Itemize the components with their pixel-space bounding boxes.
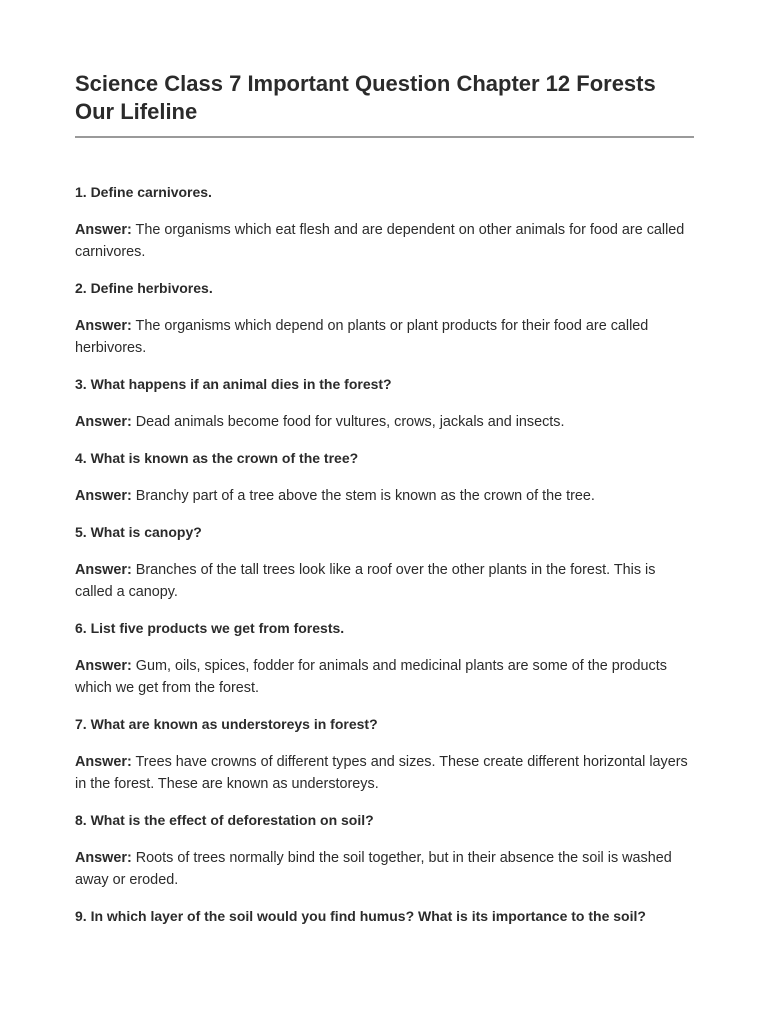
answer-body: Roots of trees normally bind the soil together, but in their absence the soil is washed away or eroded. bbox=[75, 850, 672, 888]
qa-item bbox=[75, 810, 694, 891]
answer-text bbox=[75, 847, 695, 891]
answer-text bbox=[75, 559, 695, 603]
question-text: 2. Define herbivores. bbox=[75, 280, 213, 296]
answer-label: Answer: bbox=[75, 754, 132, 770]
question-text: 3. What happens if an animal dies in the forest? bbox=[75, 376, 392, 392]
question-text: 8. What is the effect of deforestation on soil? bbox=[75, 812, 374, 828]
qa-item bbox=[75, 906, 694, 926]
answer-text bbox=[75, 411, 695, 433]
qa-item bbox=[75, 714, 694, 795]
answer-label: Answer: bbox=[75, 222, 132, 238]
page-title: Science Class 7 Important Question Chapter 12 Forests Our Lifeline bbox=[75, 71, 656, 124]
answer-body: Dead animals become food for vultures, crows, jackals and insects. bbox=[135, 414, 565, 430]
answer-body: The organisms which eat flesh and are dependent on other animals for food are called carnivores. bbox=[75, 222, 685, 260]
qa-item bbox=[75, 448, 694, 507]
answer-label: Answer: bbox=[75, 850, 132, 866]
answer-label: Answer: bbox=[75, 562, 132, 578]
question-text: 4. What is known as the crown of the tree? bbox=[75, 450, 359, 466]
question-text: 1. Define carnivores. bbox=[75, 184, 212, 200]
answer-label: Answer: bbox=[75, 318, 132, 334]
answer-text bbox=[75, 485, 695, 507]
question-text: 9. In which layer of the soil would you find humus? What is its importance to the soil? bbox=[75, 908, 646, 924]
answer-text bbox=[75, 655, 695, 699]
answer-text bbox=[75, 219, 695, 263]
qa-item bbox=[75, 522, 694, 603]
qa-item bbox=[75, 618, 694, 699]
qa-list bbox=[75, 182, 694, 926]
question-text: 5. What is canopy? bbox=[75, 524, 202, 540]
answer-body: Branchy part of a tree above the stem is known as the crown of the tree. bbox=[135, 488, 595, 504]
answer-body: Branches of the tall trees look like a roof over the other plants in the forest. This is called a canopy. bbox=[75, 562, 656, 600]
answer-text bbox=[75, 315, 695, 359]
question-text: 7. What are known as understoreys in forest? bbox=[75, 716, 378, 732]
answer-body: Gum, oils, spices, fodder for animals and medicinal plants are some of the products which we get from the forest. bbox=[75, 658, 667, 696]
answer-label: Answer: bbox=[75, 488, 132, 504]
qa-item bbox=[75, 182, 694, 263]
answer-text bbox=[75, 751, 695, 795]
question-text: 6. List five products we get from forests. bbox=[75, 620, 345, 636]
title-divider bbox=[75, 136, 694, 138]
answer-body: The organisms which depend on plants or plant products for their food are called herbivores. bbox=[75, 318, 649, 356]
qa-item bbox=[75, 374, 694, 433]
answer-label: Answer: bbox=[75, 658, 132, 674]
answer-body: Trees have crowns of different types and sizes. These create different horizontal layers in the forest. These are known as understoreys. bbox=[75, 754, 688, 792]
qa-item bbox=[75, 278, 694, 359]
answer-label: Answer: bbox=[75, 414, 132, 430]
